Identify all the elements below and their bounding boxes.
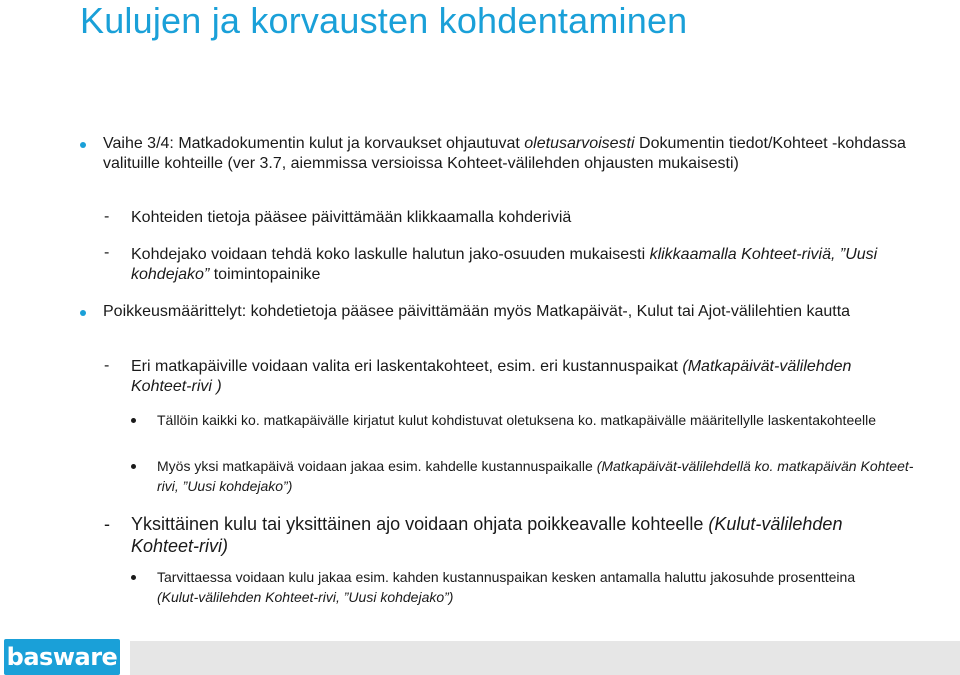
dash-item-3: Eri matkapäiville voidaan valita eri laskentakohteet, esim. eri kustannuspaikat (Matkapäivät-välilehden Kohteet-rivi ) — [131, 358, 852, 395]
sub-bullet-dot — [131, 418, 136, 423]
dash-marker: - — [104, 208, 110, 225]
sub-item-3: Tarvittaessa voidaan kulu jakaa esim. kahden kustannuspaikan kesken antamalla haluttu jakosuhde prosentteina (Kulut-välilehden Kohteet-rivi, ”Uusi kohdejako”) — [157, 569, 856, 605]
footer-bar — [130, 641, 960, 675]
bullet-2: Poikkeusmäärittelyt: kohdetietoja pääsee päivittämään myös Matkapäivät-, Kulut tai Ajot-välilehtien kautta — [103, 303, 851, 320]
dash-marker: - — [104, 514, 110, 534]
bullet-dot — [80, 142, 86, 148]
logo-text: basware — [6, 643, 118, 671]
bullet-1: Vaihe 3/4: Matkadokumentin kulut ja korvaukset ohjautuvat oletusarvoisesti Dokumentin tiedot/Kohteet -kohdassa valituille kohteille (ver 3.7, aiemmissa versioissa Kohteet-välilehden ohjausten mukaisesti) — [103, 135, 906, 172]
sub-item-1: Tällöin kaikki ko. matkapäivälle kirjatut kulut kohdistuvat oletuksena ko. matkapäivälle määritellylle laskentakohteelle — [157, 412, 877, 428]
dash-item-4: Yksittäinen kulu tai yksittäinen ajo voidaan ohjata poikkeavalle kohteelle (Kulut-välilehden Kohteet-rivi) — [131, 514, 843, 556]
slide-footer — [0, 632, 960, 675]
dash-item-1: Kohteiden tietoja pääsee päivittämään klikkaamalla kohderiviä — [131, 209, 572, 226]
dash-item-2: Kohdejako voidaan tehdä koko laskulle halutun jako-osuuden mukaisesti klikkaamalla Kohteet-riviä, ”Uusi kohdejako” toimintopainike — [131, 246, 878, 283]
sub-item-2: Myös yksi matkapäivä voidaan jakaa esim. kahdelle kustannuspaikalle (Matkapäivät-välilehdellä ko. matkapäivän Kohteet-rivi, ”Uusi kohdejako”) — [157, 458, 914, 494]
dash-marker: - — [104, 244, 110, 261]
slide-title: Kulujen ja korvausten kohdentaminen — [80, 0, 688, 41]
bullet-dot — [80, 310, 86, 316]
dash-marker: - — [104, 357, 110, 374]
sub-bullet-dot — [131, 575, 136, 580]
basware-logo — [4, 639, 120, 675]
sub-bullet-dot — [131, 464, 136, 469]
